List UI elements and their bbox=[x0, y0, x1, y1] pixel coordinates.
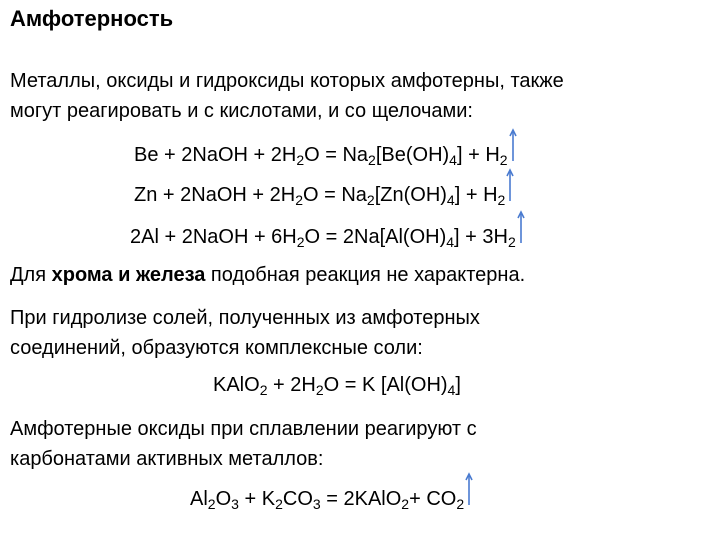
equation-beryllium: Be + 2NaOH + $2H_2O = Na_2[Be(OH)_4] + H_2$ bbox=[134, 140, 508, 170]
hydrogen-gas: ] + $H_2$ bbox=[455, 180, 506, 210]
equation-kalo2-hydrolysis: KAlO$_2$ + $2H_2O = K$ $[Al(OH)_4]$ bbox=[213, 374, 461, 398]
hydrolysis-line-2: соединений, образуются комплексные соли: bbox=[10, 337, 423, 359]
intro-paragraph bbox=[10, 66, 710, 126]
gas-evolution-arrow-icon bbox=[508, 128, 518, 162]
equation-zinc: Zn + 2NaOH + $2H_2O = Na_2[Zn(OH)_4] + H_2$ bbox=[134, 180, 505, 210]
fusion-line-1: Амфотерные оксиды при сплавлении реагируют с bbox=[10, 418, 477, 440]
intro-line-1: Металлы, оксиды и гидроксиды которых амфотерны, также bbox=[10, 70, 564, 92]
hydrogen-gas: ] + $H_2$ bbox=[457, 140, 508, 170]
gas-evolution-arrow-icon bbox=[516, 210, 526, 244]
hydrolysis-paragraph bbox=[10, 303, 710, 363]
intro-line-2: могут реагировать и с кислотами, и со щелочами: bbox=[10, 100, 473, 122]
carbon-dioxide-gas: + $CO_2$ bbox=[409, 484, 464, 514]
chrome-iron-note: Для хрома и железа подобная реакция не характерна. bbox=[10, 264, 526, 286]
fusion-paragraph bbox=[10, 414, 710, 474]
fusion-line-2: карбонатами активных металлов: bbox=[10, 448, 324, 470]
gas-evolution-arrow-icon bbox=[464, 472, 474, 506]
slide-title: Амфотерность bbox=[10, 6, 174, 31]
chrome-iron-emphasis: хрома и железа bbox=[51, 264, 206, 286]
equation-aluminium: 2Al + 2NaOH + $6H_2O = 2Na[Al(OH)_4] + 3H_2$ bbox=[130, 222, 516, 252]
gas-evolution-arrow-icon bbox=[505, 168, 515, 202]
hydrolysis-line-1: При гидролизе солей, полученных из амфотерных bbox=[10, 307, 480, 329]
hydrogen-gas: ] + $3H_2$ bbox=[454, 222, 516, 252]
equation-fusion-carbonate: $Al_2O_3 + K_2CO_3$ = 2KAlO$_2$+ $CO_2$ bbox=[190, 484, 464, 514]
